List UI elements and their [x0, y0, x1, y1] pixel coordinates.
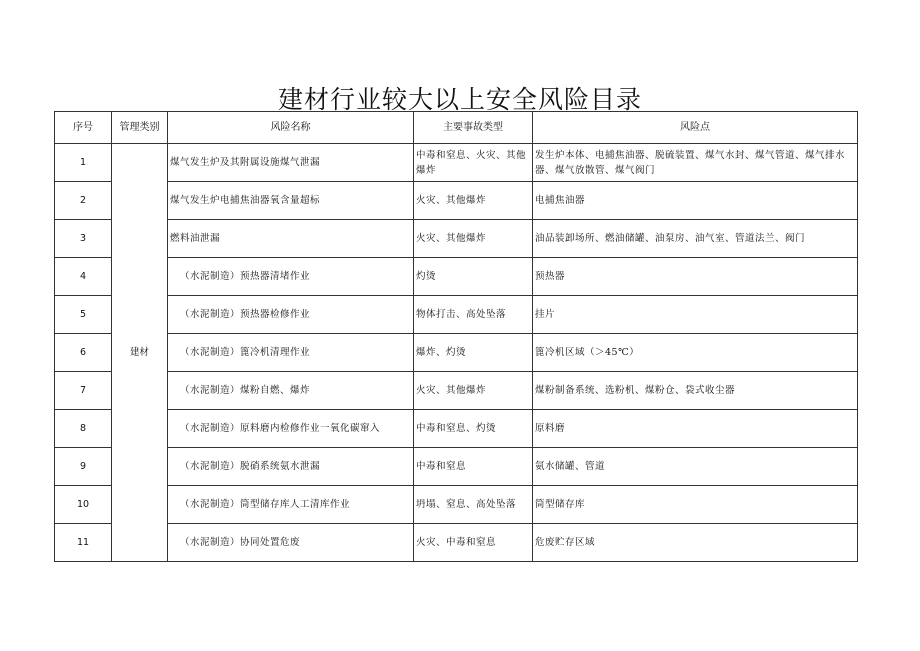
- page-title: 建材行业较大以上安全风险目录: [277, 85, 642, 114]
- row-accident-type: 灼烫: [414, 258, 533, 296]
- row-accident-type: 火灾、其他爆炸: [414, 182, 533, 220]
- row-no: 5: [55, 296, 112, 334]
- row-risk-name: 煤气发生炉电捕焦油器氧含量超标: [168, 182, 414, 220]
- row-no: 4: [55, 258, 112, 296]
- row-no: 2: [55, 182, 112, 220]
- row-accident-type: 中毒和窒息: [414, 448, 533, 486]
- table-row: [55, 144, 858, 182]
- table-row: [55, 486, 858, 524]
- row-risk-point: 危废贮存区域: [533, 524, 858, 562]
- table-row: [55, 220, 858, 258]
- row-risk-name: （水泥制造）协同处置危废: [168, 524, 414, 562]
- row-no: 6: [55, 334, 112, 372]
- row-risk-name: （水泥制造）预热器检修作业: [168, 296, 414, 334]
- row-accident-type: 中毒和窒息、火灾、其他爆炸: [414, 144, 533, 182]
- row-risk-point: 预热器: [533, 258, 858, 296]
- row-risk-point: 筒型储存库: [533, 486, 858, 524]
- row-risk-name: （水泥制造）预热器清堵作业: [168, 258, 414, 296]
- row-accident-type: 物体打击、高处坠落: [414, 296, 533, 334]
- row-risk-name: （水泥制造）煤粉自燃、爆炸: [168, 372, 414, 410]
- row-risk-name: 燃料油泄漏: [168, 220, 414, 258]
- table-row: [55, 182, 858, 220]
- row-risk-point: 发生炉本体、电捕焦油器、脱硫装置、煤气水封、煤气管道、煤气排水器、煤气放散管、煤气阀门: [533, 144, 858, 182]
- row-risk-point: 电捕焦油器: [533, 182, 858, 220]
- table-header-row: [55, 112, 858, 144]
- row-risk-point: 挂片: [533, 296, 858, 334]
- header-no: 序号: [55, 112, 112, 144]
- row-no: 1: [55, 144, 112, 182]
- row-no: 10: [55, 486, 112, 524]
- table-row: [55, 372, 858, 410]
- row-no: 9: [55, 448, 112, 486]
- row-accident-type: 火灾、其他爆炸: [414, 220, 533, 258]
- table-row: [55, 524, 858, 562]
- header-accident-type: 主要事故类型: [414, 112, 533, 144]
- header-risk-point: 风险点: [533, 112, 858, 144]
- row-accident-type: 坍塌、窒息、高处坠落: [414, 486, 533, 524]
- row-risk-point: 篦冷机区域（＞45℃）: [533, 334, 858, 372]
- row-risk-point: 原料磨: [533, 410, 858, 448]
- row-risk-point: 氨水储罐、管道: [533, 448, 858, 486]
- row-risk-name: （水泥制造）筒型储存库人工清库作业: [168, 486, 414, 524]
- row-risk-name: （水泥制造）原料磨内检修作业一氧化碳窜入: [168, 410, 414, 448]
- header-category: 管理类别: [112, 112, 168, 144]
- row-risk-name: （水泥制造）脱硝系统氨水泄漏: [168, 448, 414, 486]
- row-risk-point: 油品装卸场所、燃油储罐、油泵房、油气室、管道法兰、阀门: [533, 220, 858, 258]
- row-accident-type: 爆炸、灼烫: [414, 334, 533, 372]
- row-accident-type: 火灾、其他爆炸: [414, 372, 533, 410]
- table-row: [55, 448, 858, 486]
- row-no: 7: [55, 372, 112, 410]
- row-no: 8: [55, 410, 112, 448]
- row-risk-name: （水泥制造）篦冷机清理作业: [168, 334, 414, 372]
- table-row: [55, 334, 858, 372]
- row-risk-point: 煤粉制备系统、选粉机、煤粉仓、袋式收尘器: [533, 372, 858, 410]
- table-row: [55, 296, 858, 334]
- row-no: 3: [55, 220, 112, 258]
- row-accident-type: 中毒和窒息、灼烫: [414, 410, 533, 448]
- row-accident-type: 火灾、中毒和窒息: [414, 524, 533, 562]
- header-risk-name: 风险名称: [168, 112, 414, 144]
- table-row: [55, 410, 858, 448]
- table-row: [55, 258, 858, 296]
- row-risk-name: 煤气发生炉及其附属设施煤气泄漏: [168, 144, 414, 182]
- risk-table: [54, 111, 858, 562]
- category-cell: 建材: [112, 144, 168, 562]
- row-no: 11: [55, 524, 112, 562]
